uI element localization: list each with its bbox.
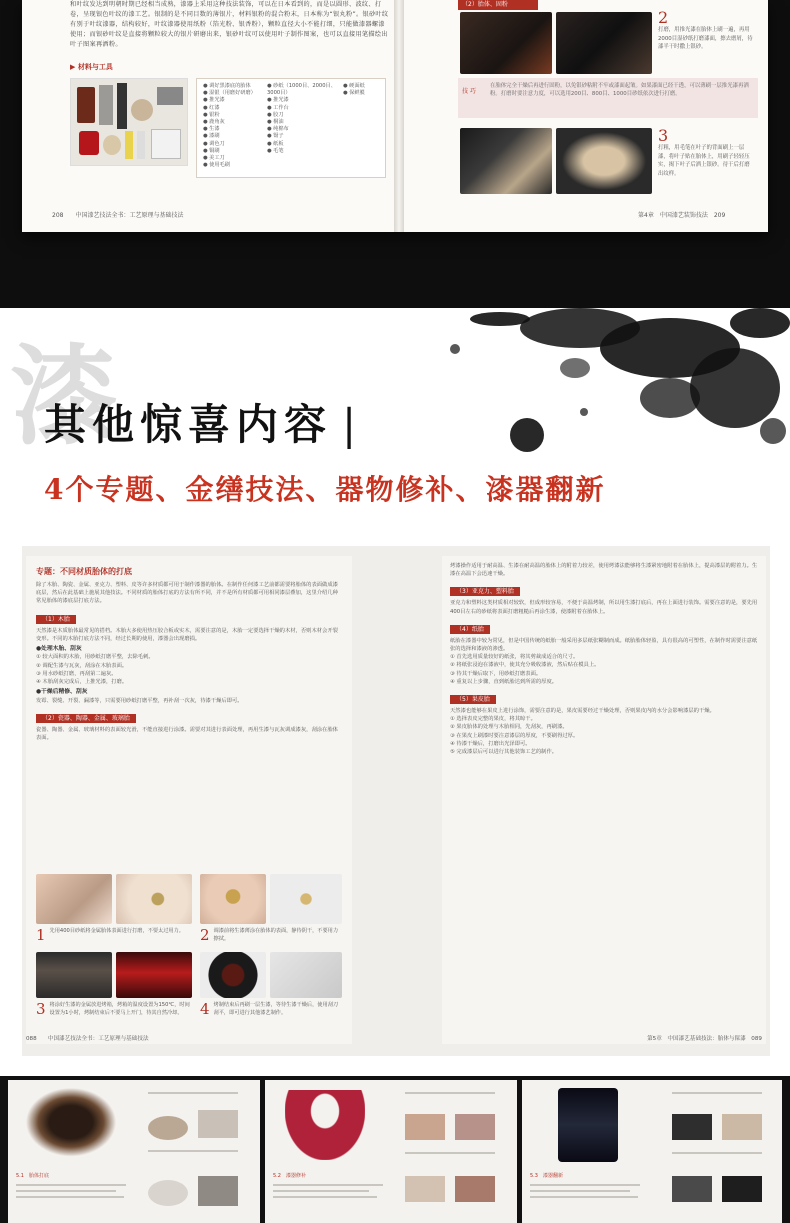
list-item: ① 较大面积的木胎，用砂纸打磨平整，去除毛刺。 <box>36 654 154 661</box>
step-text: 先用400目砂纸将金属胎体表面进行打磨，不要太过用力。 <box>49 928 184 934</box>
list-item: ① 首先选用质量较好的纸张，将其剪裁成适合的尺寸。 <box>450 654 579 661</box>
material-item: ● 红漆 <box>203 104 220 111</box>
step-photo <box>200 874 266 924</box>
step-number: 4 <box>200 1000 210 1018</box>
detail-book-spread <box>22 546 770 1056</box>
step-number: 3 <box>36 1000 46 1018</box>
step-2-caption <box>658 10 754 52</box>
step-3-caption <box>36 1002 192 1017</box>
section-text: 瓷器、陶器、金属、玻璃材料的表面较光滑，不能直接进行涂漆。需要对其进行表面处理，再用生漆与瓦灰调成漆灰，刮涂在胎体表面。 <box>36 726 338 742</box>
left-page-footer: 208 中国漆艺技法全书：工艺原理与基础技法 <box>52 212 184 219</box>
tip-text: 在胎体完全干燥后再进行固粉，以免银砂粘附不牢或漆面起皱。如果漆面已经干透，可以薄刷一层推光漆再洒粉。打磨时要注意力度，可以选用200目、800目、1000目砂纸依次进行打磨。 <box>490 83 749 97</box>
red-cup-photo <box>285 1090 365 1160</box>
material-item: ● 漆刷 <box>203 133 220 140</box>
step-number: 1 <box>36 926 46 944</box>
material-item: ● 调好黑漆底的胎体 <box>203 83 251 89</box>
section-text: 烤漆操作适用于耐高温、生漆在耐高温的胎体上的附着力较差，使用烤漆法能够将生漆紧密地附着在胎体上，提高漆层的附着力。生漆在高温下会迅速干燥。 <box>450 563 758 578</box>
left-page <box>52 0 390 219</box>
banner-title <box>44 392 362 452</box>
list-item: ② 将纸张浸泡在漆液中，使其充分吸收漆液，然后贴在模具上。 <box>450 662 600 669</box>
book-gutter <box>394 0 404 232</box>
thumbnail-spread-1 <box>8 1080 260 1223</box>
material-item: ● 推光漆 <box>203 97 225 104</box>
step-photo <box>556 12 652 74</box>
materials-column-2 <box>267 83 337 155</box>
left-page-paragraph: 和叶纹发达到明朝时期已经相当成熟，漆器上采用这种技法装饰，可以在日本看到的，而是以圆形、波纹、打卷，呈现银色叶纹的漆工艺。银制的是不同目数的薄银片，材料银粉的混合粉末，日本称为“银丸粉”。银砂叶纹有别于叶纹漆器，结构较好，叶纹漆器使用纸粉（箔光粉、银香粉），颗粒直径大小不能打细，只能做漆器螺漆使用；而银砂叶纹是直接将颗粒较大的银片研磨出来，银砂叶纹可以使用叶子制作图案，也可以直接用笔描绘出叶子图案再洒粉。 <box>70 1 389 48</box>
material-item: ● 砂纸（1000目、2000目、3000目） <box>267 83 336 97</box>
text-cursor-bar: | <box>342 400 363 449</box>
step-photo <box>270 874 342 924</box>
oven-photo <box>116 952 192 998</box>
step-4-caption <box>200 1002 342 1017</box>
detail-right-page <box>442 556 766 1044</box>
materials-list <box>196 78 386 178</box>
material-item: ● 调色刀 <box>203 140 225 147</box>
material-item: ● 硬面纸 <box>343 83 365 89</box>
section-header-fruit-peel: （5）果皮胎 <box>450 695 496 704</box>
material-item: ● 工作台 <box>267 104 289 111</box>
material-item: ● 胶刀 <box>267 111 284 118</box>
detail-left-page <box>26 556 352 1044</box>
section-text: 天然漆也能够在果皮上进行涂饰，需要注意的是，果皮需要经过干燥处理，否则果皮内的水分会影响漆层的干燥。 <box>450 708 715 715</box>
list-item: ④ 重复以上步骤，直到纸胎达到所需的厚度。 <box>450 678 558 685</box>
tip-box <box>458 78 758 118</box>
step-number: 2 <box>658 8 669 27</box>
materials-column-1 <box>203 83 263 169</box>
material-item: ● 使用毛刷 <box>203 162 230 169</box>
topic-title: 专题：不同材质胎体的打底 <box>36 567 132 576</box>
material-item: ● 毛笔 <box>267 147 284 154</box>
materials-photo <box>70 78 188 166</box>
top-book-spread-photo <box>0 0 790 308</box>
list-item: ① 选择表皮完整的果皮，将其晾干。 <box>450 716 536 723</box>
list-item: ③ 在果皮上刷漆时要注意漆层的厚度，不要刷得过厚。 <box>450 732 579 739</box>
step-text: 打磨，用推光漆在胎体上刷一遍，再用2000目湿砂纸打磨漆面，擦去磨屑，待漆半干时撒上银砂。 <box>658 27 753 50</box>
material-item: ● 桐油 <box>267 119 284 126</box>
section-text: 纸胎在漆器中较为常见，但是中国传统的纸胎一般采用多层纸张糊制而成。纸胎胎体轻盈，具有很高的可塑性，在制作时需要注意纸张的选择和漆液的渗透。 <box>450 637 758 653</box>
right-page <box>458 0 758 232</box>
subsection-title: ●干燥后精修、刮灰 <box>36 689 88 696</box>
step-text: 打粗，用毛笔在叶子的背面刷上一层漆，将叶子贴在胎体上，用刷子轻轻压实，揭下叶子后洒上银砂。待干后打磨出纹样。 <box>658 145 750 177</box>
list-item: ③ 待其干燥后取下，用砂纸打磨表面。 <box>450 670 542 677</box>
step-photo <box>460 128 552 194</box>
material-item: ● 银粉 <box>203 111 220 118</box>
tip-label: 技 巧 <box>462 88 476 95</box>
topic-intro: 除了木胎、陶瓷、金属、亚克力、塑料、皮等许多材质都可用于制作漆器的胎体。在制作任何漆工艺前都需要将胎体的表面做成漆底层，然后在此基础上施展其他技法。不同材质的胎体打底的方法有所不同，并不是所有材质都可用相同漆层叠加，这里介绍几种常见胎体的漆底层打底方法。 <box>36 582 338 605</box>
title-banner <box>0 308 790 528</box>
material-item: ● 纸板 <box>267 140 284 147</box>
step-section-header: （2）胎体、固粉 <box>458 0 538 10</box>
list-item: ② 调配生漆与瓦灰，刮涂在木胎表面。 <box>36 662 128 669</box>
section-header-wood: （1）木胎 <box>36 615 76 624</box>
section-text: 发霉、裂缝、开裂、漏漆等，只需要用砂纸打磨平整，再补刮一次灰，待漆干燥后即可。 <box>36 697 243 704</box>
step-text: 将涂好生漆的金属放进烤箱，烤箱的温度设置为150℃，时间设置为1小时，烤制结束后不要马上开门，待其自然冷却。 <box>49 1002 190 1016</box>
right-page-footer: 第5章 中国漆艺基础技法：胎体与髹漆 089 <box>647 1036 762 1042</box>
step-photo <box>116 874 192 924</box>
oven-photo <box>36 952 112 998</box>
list-item: ③ 用水砂纸打磨，再刮第二遍灰。 <box>36 670 117 677</box>
thumbnail-strip <box>0 1076 790 1223</box>
thumbnail-spread-2 <box>265 1080 517 1223</box>
step-2-caption <box>200 928 342 943</box>
step-text: 烤制结束后再刷一层生漆，等待生漆干燥后，使用刮刀刮平，即可进行其他漆艺制作。 <box>213 1002 339 1016</box>
list-item: ⑤ 完成漆层后可以进行其他装饰工艺的制作。 <box>450 749 558 756</box>
list-item: ④ 待漆干燥后，打磨出光泽即可。 <box>450 740 531 747</box>
materials-block <box>70 78 390 182</box>
section-text: 天然漆是木质胎体最常见的搭档。木胎大多使用热压胶合板或实木，需要注意的是，木胎一定要选择干燥的木材，否则木材会开裂变形。不同的木胎打底方法不同，经过长期的使用，漆器会出现磨损。 <box>36 627 338 642</box>
watermark-character: 漆 <box>10 334 119 460</box>
material-item: ● 湿银（用磨好研磨） <box>203 90 256 97</box>
step-text: 调漆前将生漆薄涂在胎体的表面，静待阴干，不要用力擦拭。 <box>213 928 339 942</box>
thumbnail-spread-3 <box>522 1080 782 1223</box>
material-item: ● 推光漆 <box>267 97 289 104</box>
materials-column-3 <box>343 83 383 97</box>
material-item: ● 纯棉布 <box>267 126 289 133</box>
thumbnail-caption: 5.3 漆器翻新 <box>530 1173 563 1179</box>
right-page-footer: 第4章 中国漆艺装饰技法 209 <box>638 212 726 219</box>
section-header-ceramic: （2）瓷器、陶器、金属、玻璃胎 <box>36 714 136 723</box>
subsection-title: ●处理木胎、刮灰 <box>36 646 82 653</box>
section-header-paper: （4）纸胎 <box>450 625 490 634</box>
list-item: ④ 木胎刮灰完成后，上推光漆，打磨。 <box>36 679 128 686</box>
material-item: ● 生漆 <box>203 126 220 133</box>
step-3-caption <box>658 128 754 178</box>
material-item: ● 镊子 <box>267 133 284 140</box>
material-item: ● 保鲜膜 <box>343 90 365 97</box>
thumbnail-caption: 5.1 胎体打底 <box>16 1173 49 1179</box>
banner-subtitle: 4个专题、金缮技法、器物修补、漆器翻新 <box>44 473 606 506</box>
bowl-photo <box>16 1088 126 1164</box>
materials-title: ▶ 材料与工具 <box>70 63 113 71</box>
material-item: ● 美工刀 <box>203 155 225 162</box>
step-number: 2 <box>200 926 210 944</box>
step-photo <box>460 12 552 74</box>
leaf-photo <box>556 128 652 194</box>
left-page-footer: 088 中国漆艺技法全书：工艺原理与基础技法 <box>26 1036 149 1042</box>
thumbnail-caption: 5.2 漆器修补 <box>273 1173 306 1179</box>
material-item: ● 鹿角灰 <box>203 119 225 126</box>
section-text: 亚克力和塑料这类材质相对较软，但成形较容易，不便于高温烤制，所以用生漆打底后，再在上面进行装饰。需要注意的是，要先用400目左右的砂纸将表面打磨粗糙后再涂生漆，使漆附着在胎体上。 <box>450 600 758 615</box>
step-number: 3 <box>658 126 669 145</box>
material-item: ● 铜刷 <box>203 147 220 154</box>
step-photo <box>36 874 112 924</box>
list-item: ② 果皮胎体的处理与木胎相同，先刮灰，再刷漆。 <box>450 724 568 731</box>
section-header-acrylic: （3）亚克力、塑料胎 <box>450 587 520 596</box>
banner-title-text: 其他惊喜内容 <box>44 400 333 449</box>
book-pages <box>22 0 768 232</box>
plate-photo <box>200 952 266 998</box>
plate-photo <box>270 952 342 998</box>
step-1-caption <box>36 928 192 942</box>
black-cup-photo <box>558 1088 618 1162</box>
